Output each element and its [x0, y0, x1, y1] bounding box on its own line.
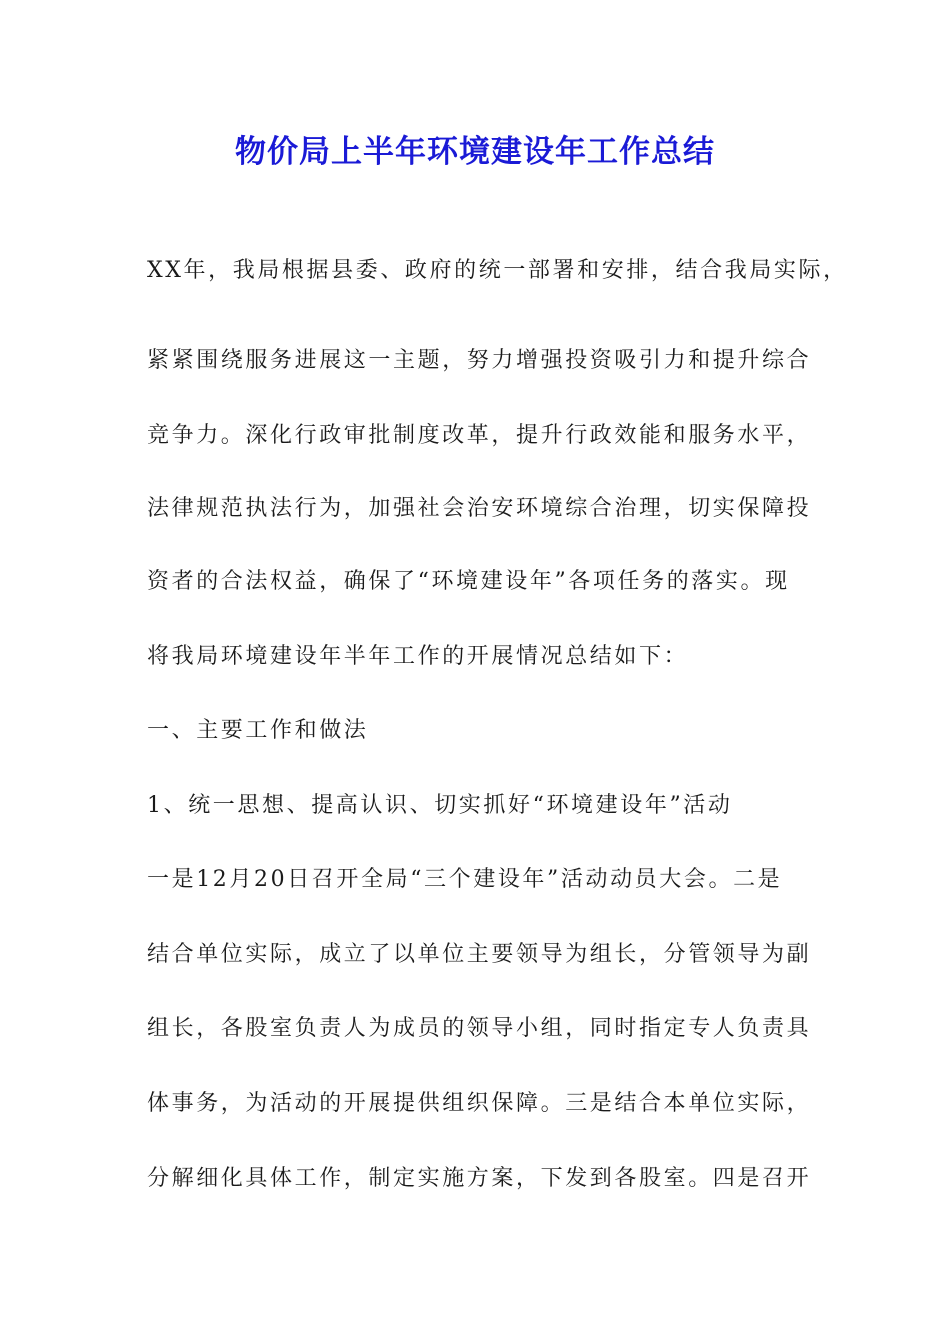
body-line-7: 一是12月20日召开全局“三个建设年”活动动员大会。二是 [147, 867, 783, 892]
body-line-11: 分解细化具体工作，制定实施方案，下发到各股室。四是召开 [147, 1166, 812, 1191]
body-line-8: 结合单位实际，成立了以单位主要领导为组长，分管领导为副 [147, 942, 812, 967]
body-line-4: 法律规范执法行为，加强社会治安环境综合治理，切实保障投 [147, 496, 812, 521]
body-line-10: 体事务，为活动的开展提供组织保障。三是结合本单位实际， [147, 1091, 812, 1116]
body-line-6: 将我局环境建设年半年工作的开展情况总结如下： [147, 644, 689, 669]
body-line-9: 组长，各股室负责人为成员的领导小组，同时指定专人负责具 [147, 1016, 812, 1041]
body-line-1: XX年，我局根据县委、政府的统一部署和安排，结合我局实际， [147, 258, 848, 283]
body-line-5: 资者的合法权益，确保了“环境建设年”各项任务的落实。现 [147, 569, 790, 594]
document-title: 物价局上半年环境建设年工作总结 [235, 134, 715, 170]
section-heading-1: 一、主要工作和做法 [147, 718, 369, 743]
subsection-heading-1: 1、统一思想、提高认识、切实抓好“环境建设年”活动 [147, 793, 733, 818]
body-line-3: 竞争力。深化行政审批制度改革，提升行政效能和服务水平， [147, 423, 812, 448]
body-line-2: 紧紧围绕服务进展这一主题，努力增强投资吸引力和提升综合 [147, 348, 812, 373]
